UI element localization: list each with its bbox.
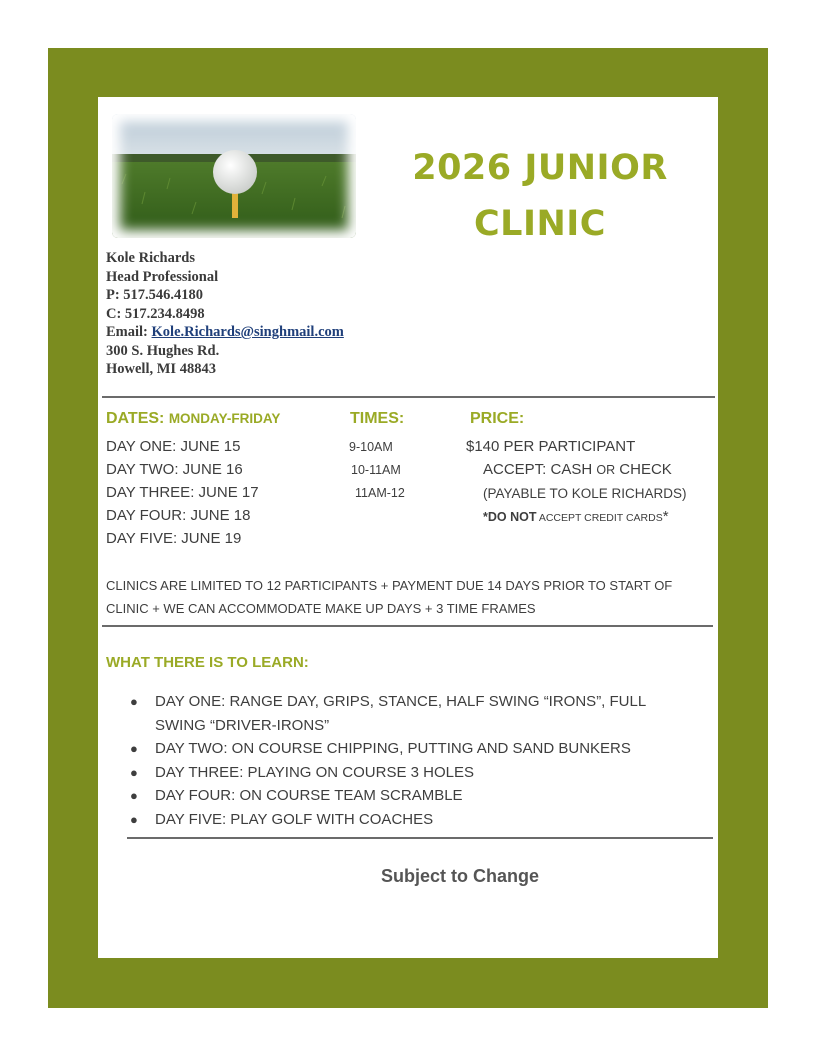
title-line-2: CLINIC <box>473 204 606 244</box>
contact-block <box>106 249 344 379</box>
page-title <box>380 140 700 252</box>
price-value: $140 PER PARTICIPANT <box>466 438 636 455</box>
no-credit-bold: *DO NOT <box>483 510 537 524</box>
learn-list <box>130 690 700 831</box>
learn-item-text: DAY TWO: ON COURSE CHIPPING, PUTTING AND SAND BUNKERS <box>155 740 631 757</box>
time-1: 9-10AM <box>349 440 393 454</box>
contact-name: Kole Richards <box>106 250 196 266</box>
day-three: DAY THREE: JUNE 17 <box>106 484 259 501</box>
bullet-icon: ● <box>130 694 138 709</box>
bullet-icon: ● <box>130 764 138 780</box>
accept-line <box>483 461 672 478</box>
bullet-icon: ● <box>130 788 138 803</box>
list-item <box>130 761 700 785</box>
accept-or: OR <box>596 463 616 477</box>
golf-ball-on-tee-image <box>112 114 356 238</box>
learn-item-text: DAY FIVE: PLAY GOLF WITH COACHES <box>155 810 434 828</box>
divider <box>102 396 715 398</box>
day-two: DAY TWO: JUNE 16 <box>106 461 243 478</box>
no-credit-star: * <box>662 508 669 525</box>
contact-phone: P: 517.546.4180 <box>106 287 204 303</box>
dates-header <box>106 410 280 428</box>
list-item <box>130 690 700 737</box>
contact-cell: C: 517.234.8498 <box>106 305 205 322</box>
list-item <box>130 784 700 808</box>
list-item <box>130 737 700 761</box>
time-3: 11AM-12 <box>355 486 405 500</box>
no-credit-line <box>483 508 669 525</box>
note-line-1: CLINICS ARE LIMITED TO 12 PARTICIPANTS + PAYMENT DUE 14 DAYS PRIOR TO START OF <box>106 578 673 593</box>
note-line-2: CLINIC + WE CAN ACCOMMODATE MAKE UP DAYS + 3 TIME FRAMES <box>106 601 536 616</box>
subject-to-change-note: Subject to Change <box>380 866 539 886</box>
bullet-icon: ● <box>130 811 138 827</box>
bullet-icon: ● <box>130 741 138 756</box>
accept-prefix: ACCEPT: CASH <box>483 461 597 478</box>
contact-role: Head Professional <box>106 268 219 285</box>
day-one: DAY ONE: JUNE 15 <box>106 438 241 455</box>
contact-address-1: 300 S. Hughes Rd. <box>106 342 220 359</box>
title-line-1: 2026 JUNIOR <box>412 148 668 188</box>
dates-header-label: DATES: <box>106 410 169 427</box>
payable-line: (PAYABLE TO KOLE RICHARDS) <box>483 486 687 501</box>
list-item <box>130 808 700 832</box>
dates-header-sub: MONDAY-FRIDAY <box>168 411 281 426</box>
email-label: Email: <box>106 324 152 340</box>
price-header: PRICE: <box>470 410 525 427</box>
divider <box>127 837 713 839</box>
accept-suffix: CHECK <box>615 461 672 478</box>
no-credit-rest: ACCEPT CREDIT CARDS <box>536 512 663 524</box>
email-link[interactable]: Kole.Richards@singhmail.com <box>151 324 344 340</box>
day-four: DAY FOUR: JUNE 18 <box>106 507 251 524</box>
learn-header: WHAT THERE IS TO LEARN: <box>106 654 309 671</box>
learn-item-text: DAY THREE: PLAYING ON COURSE 3 HOLES <box>155 763 474 781</box>
contact-address-2: Howell, MI 48843 <box>106 361 216 377</box>
learn-item-text: DAY FOUR: ON COURSE TEAM SCRAMBLE <box>155 787 463 804</box>
participation-note <box>106 574 706 620</box>
time-2: 10-11AM <box>351 463 401 477</box>
divider <box>102 625 713 627</box>
learn-item-text: DAY ONE: RANGE DAY, GRIPS, STANCE, HALF SWING “IRONS”, FULL SWING “DRIVER-IRONS” <box>155 693 646 734</box>
contact-email-row <box>106 323 344 342</box>
times-header: TIMES: <box>350 410 405 427</box>
day-five: DAY FIVE: JUNE 19 <box>106 530 242 547</box>
